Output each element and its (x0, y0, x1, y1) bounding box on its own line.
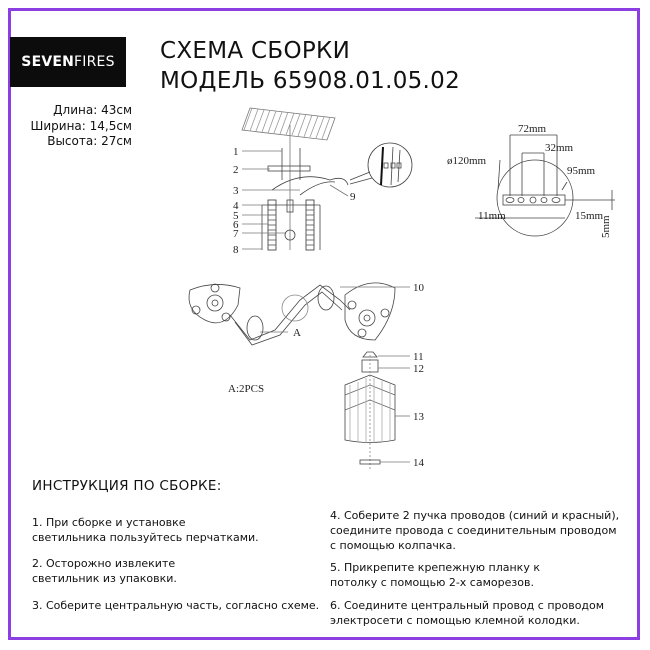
ceiling-hatch-icon (242, 108, 335, 140)
title-line-1: СХЕМА СБОРКИ (160, 38, 351, 64)
instruction-step-4: 4. Соберите 2 пучка проводов (синий и красный), соедините провода с соединительным проводом с помощью колпачка. (330, 509, 620, 552)
title-line-2: МОДЕЛЬ 65908.01.05.02 (160, 68, 461, 94)
svg-text:3: 3 (233, 185, 239, 197)
svg-text:7: 7 (233, 228, 239, 240)
svg-text:95mm: 95mm (567, 165, 596, 177)
magnifier-detail-icon (350, 143, 412, 187)
svg-text:14: 14 (413, 457, 424, 469)
instruction-step-5: 5. Прикрепите крепежную планку к потолку с помощью 2-х саморезов. (330, 561, 540, 589)
instructions-heading: ИНСТРУКЦИЯ ПО СБОРКЕ: (32, 478, 222, 494)
svg-text:13: 13 (413, 411, 424, 423)
dim-length: Длина: 43см (53, 103, 132, 117)
svg-text:72mm: 72mm (518, 123, 547, 135)
instruction-step-2: 2. Осторожно извлеките светильник из упаковки. (32, 557, 177, 585)
dim-width: Ширина: 14,5см (30, 118, 132, 133)
brand-light: FIRES (74, 54, 115, 70)
brand-bold: SEVEN (21, 54, 75, 70)
svg-text:6: 6 (233, 219, 239, 231)
svg-text:8: 8 (233, 244, 239, 256)
instruction-step-6: 6. Соедините центральный провод с проводом электросети с помощью клемной колодки. (330, 599, 605, 627)
tube-right-icon (306, 200, 314, 250)
svg-text:A:2PCS: A:2PCS (228, 383, 265, 395)
svg-text:32mm: 32mm (545, 142, 574, 154)
svg-text:5mm: 5mm (600, 215, 612, 238)
dim-height: Высота: 27см (47, 134, 132, 148)
svg-text:11mm: 11mm (478, 210, 506, 222)
crystal-shade-drawing (345, 352, 410, 470)
tube-left-icon (268, 200, 276, 250)
svg-text:12: 12 (413, 363, 424, 375)
instruction-step-1: 1. При сборке и установке светильника пользуйтесь перчатками. (32, 516, 259, 544)
instruction-step-3: 3. Соберите центральную часть, согласно схеме. (32, 599, 320, 612)
svg-text:ø120mm: ø120mm (447, 155, 487, 167)
svg-text:10: 10 (413, 282, 424, 294)
svg-text:9: 9 (350, 191, 356, 203)
svg-text:1: 1 (233, 146, 239, 158)
svg-text:11: 11 (413, 351, 424, 363)
svg-text:5: 5 (233, 210, 239, 222)
svg-text:4: 4 (233, 200, 239, 212)
svg-text:2: 2 (233, 164, 239, 176)
svg-text:A: A (293, 327, 301, 339)
svg-text:15mm: 15mm (575, 210, 604, 222)
